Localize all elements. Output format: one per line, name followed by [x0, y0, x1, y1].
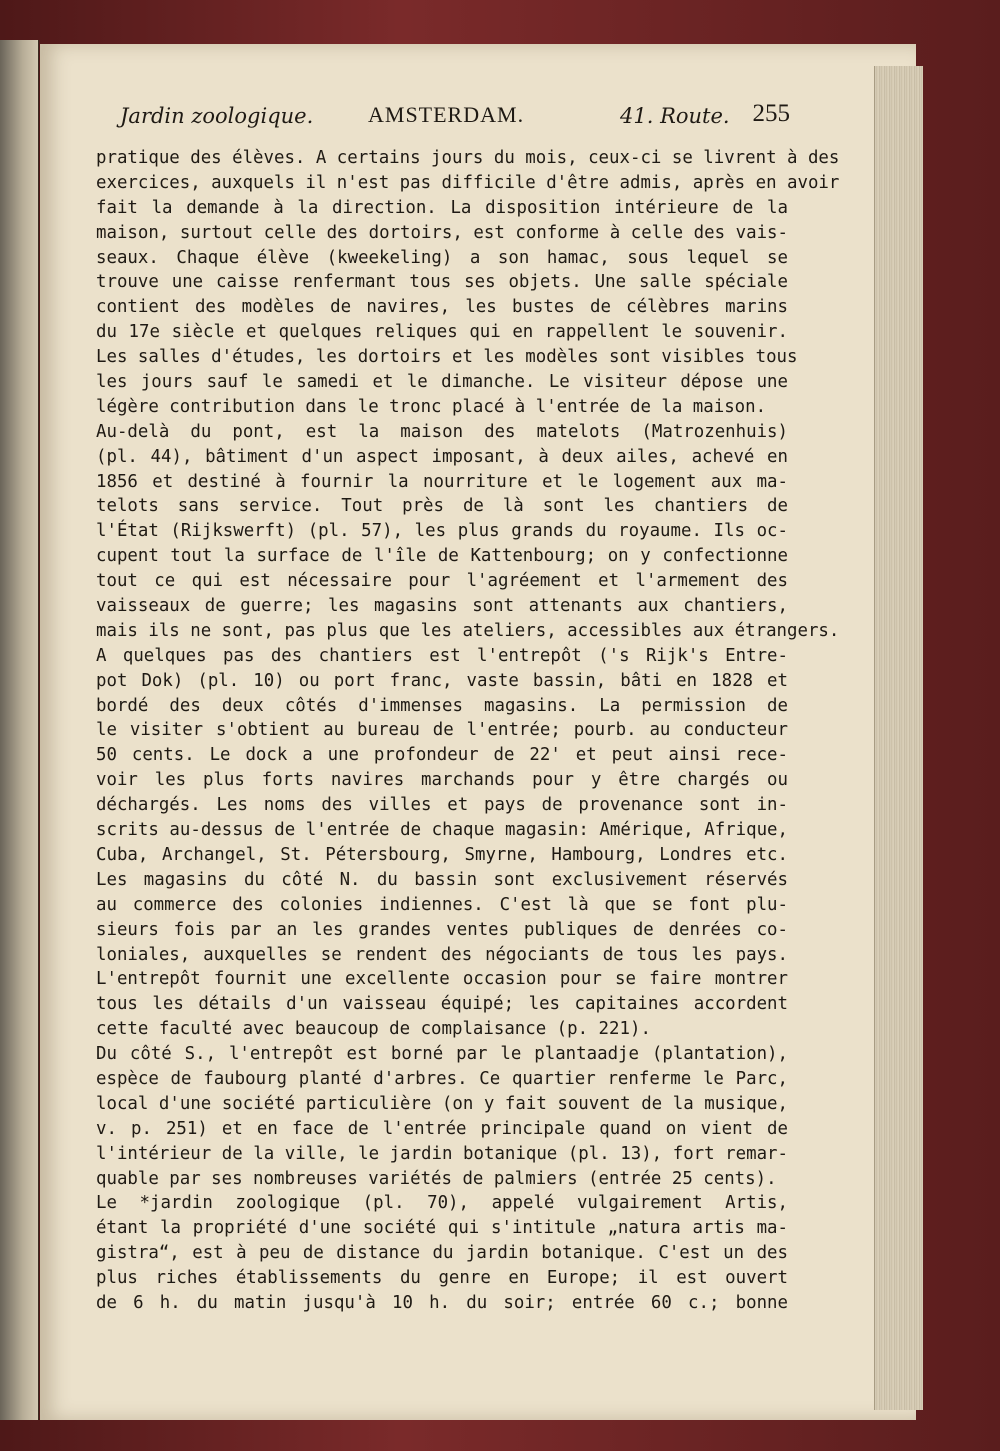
- text-line: contient des modèles de navires, les bustes de célèbres marins: [96, 297, 788, 318]
- text-line: bordé des deux côtés d'immenses magasins. La permission de: [96, 695, 788, 716]
- text-line: voir les plus forts navires marchands pour y être chargés ou: [96, 770, 788, 791]
- text-line: Cuba, Archangel, St. Pétersbourg, Smyrne, Hambourg, Londres etc.: [96, 844, 788, 865]
- text-line: 50 cents. Le dock a une profondeur de 22' et peut ainsi rece-: [96, 745, 788, 766]
- text-line: sieurs fois par an les grandes ventes publiques de denrées co-: [96, 919, 788, 940]
- page-number: 255: [752, 100, 790, 127]
- text-line: les jours sauf le samedi et le dimanche. Le visiteur dépose une: [96, 372, 788, 393]
- text-line: (pl. 44), bâtiment d'un aspect imposant, à deux ailes, achevé en: [96, 446, 788, 467]
- text-line: exercices, auxquels il n'est pas difficile d'être admis, après en avoir: [96, 172, 840, 193]
- text-line: Du côté S., l'entrepôt est borné par le plantaadje (plantation),: [96, 1044, 788, 1065]
- text-line: Au-delà du pont, est la maison des matelots (Matrozenhuis): [96, 421, 788, 442]
- header-city: AMSTERDAM.: [368, 102, 525, 127]
- text-line: étant la propriété d'une société qui s'intitule „natura artis ma-: [96, 1218, 788, 1239]
- text-line: seaux. Chaque élève (kweekeling) a son hamac, sous lequel se: [96, 247, 788, 268]
- text-line: trouve une caisse renfermant tous ses objets. Une salle spéciale: [96, 272, 788, 293]
- text-line: Les salles d'études, les dortoirs et les modèles sont visibles tous: [96, 347, 798, 368]
- text-line: quable par ses nombreuses variétés de palmiers (entrée 25 cents).: [96, 1168, 777, 1189]
- text-line: 1856 et destiné à fournir la nourriture et le logement aux ma-: [96, 471, 788, 492]
- text-line: gistra“, est à peu de distance du jardin botanique. C'est un des: [96, 1243, 788, 1264]
- text-line: déchargés. Les noms des villes et pays de provenance sont in-: [96, 795, 788, 816]
- text-line: plus riches établissements du genre en Europe; il est ouvert: [96, 1268, 788, 1289]
- page-edges: [874, 66, 923, 1410]
- previous-page-edge: [0, 40, 39, 1420]
- text-line: espèce de faubourg planté d'arbres. Ce quartier renferme le Parc,: [96, 1068, 788, 1089]
- text-line: Les magasins du côté N. du bassin sont exclusivement réservés: [96, 869, 788, 890]
- text-line: maison, surtout celle des dortoirs, est conforme à celle des vais-: [96, 222, 788, 243]
- text-line: le visiter s'obtient au bureau de l'entrée; pourb. au conducteur: [96, 720, 788, 741]
- text-line: A quelques pas des chantiers est l'entrepôt ('s Rijk's Entre-: [96, 645, 788, 666]
- text-line: loniales, auxquelles se rendent des négociants de tous les pays.: [96, 944, 788, 965]
- text-line: mais ils ne sont, pas plus que les ateliers, accessibles aux étrangers.: [96, 620, 840, 641]
- text-line: au commerce des colonies indiennes. C'est là que se font plu-: [96, 894, 788, 915]
- text-line: l'État (Rijkswerft) (pl. 57), les plus grands du royaume. Ils oc-: [96, 521, 788, 542]
- text-line: scrits au-dessus de l'entrée de chaque magasin: Amérique, Afrique,: [96, 820, 788, 841]
- text-line: fait la demande à la direction. La disposition intérieure de la: [96, 197, 788, 218]
- text-line: pot Dok) (pl. 10) ou port franc, vaste bassin, bâti en 1828 et: [96, 670, 788, 691]
- text-line: légère contribution dans le tronc placé à l'entrée de la maison.: [96, 396, 767, 417]
- text-line: tout ce qui est nécessaire pour l'agréement et l'armement des: [96, 571, 788, 592]
- text-line: vaisseaux de guerre; les magasins sont attenants aux chantiers,: [96, 596, 788, 617]
- text-line: L'entrepôt fournit une excellente occasion pour se faire montrer: [96, 969, 788, 990]
- header-section-title: Jardin zoologique.: [120, 104, 314, 128]
- text-line: du 17e siècle et quelques reliques qui en rappellent le souvenir.: [96, 322, 788, 343]
- text-line: l'intérieur de la ville, le jardin botanique (pl. 13), fort remar-: [96, 1143, 788, 1164]
- running-header: [120, 100, 790, 136]
- text-line: telots sans service. Tout près de là sont les chantiers de: [96, 496, 788, 517]
- text-line: pratique des élèves. A certains jours du mois, ceux-ci se livrent à des: [96, 148, 840, 168]
- text-line: Le *jardin zoologique (pl. 70), appelé vulgairement Artis,: [96, 1193, 788, 1214]
- text-line: local d'une société particulière (on y fait souvent de la musique,: [96, 1093, 788, 1114]
- text-line: tous les détails d'un vaisseau équipé; les capitaines accordent: [96, 994, 788, 1015]
- text-line: cupent tout la surface de l'île de Kattenbourg; on y confectionne: [96, 546, 788, 567]
- text-line: de 6 h. du matin jusqu'à 10 h. du soir; entrée 60 c.; bonne: [96, 1292, 788, 1313]
- text-line: v. p. 251) et en face de l'entrée principale quand on vient de: [96, 1118, 788, 1139]
- body-text: [96, 146, 840, 1316]
- header-route: 41. Route.: [620, 104, 730, 128]
- text-line: cette faculté avec beaucoup de complaisance (p. 221).: [96, 1019, 651, 1040]
